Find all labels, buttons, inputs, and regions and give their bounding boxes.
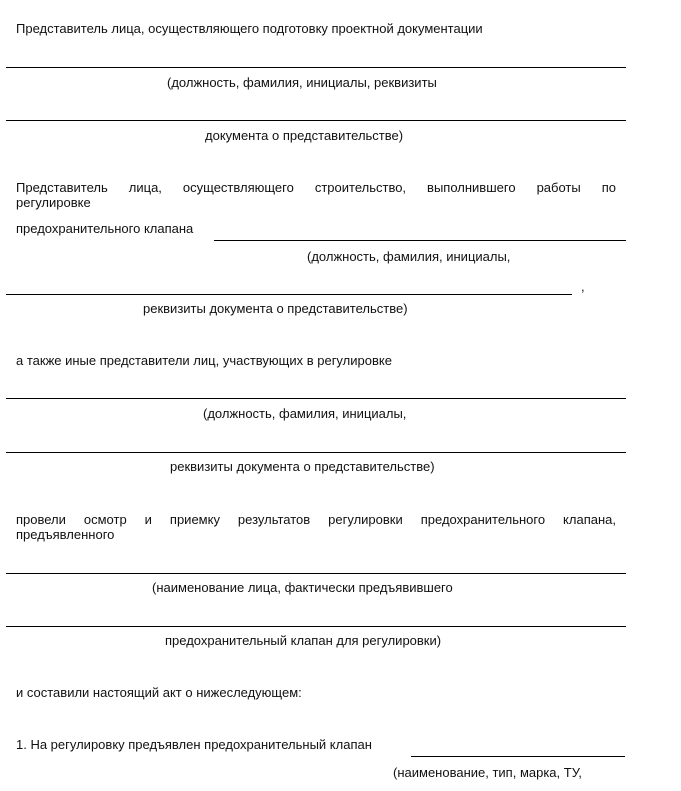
builder-rep-fill-line-1[interactable] xyxy=(214,240,626,241)
builder-rep-comma: , xyxy=(581,279,585,294)
item-1-text: 1. На регулировку предъявлен предохранительный клапан xyxy=(16,737,372,752)
act-statement: и составили настоящий акт о нижеследующем: xyxy=(16,685,302,700)
others-heading: а также иные представители лиц, участвующих в регулировке xyxy=(16,353,392,368)
inspection-fill-line-1[interactable] xyxy=(6,573,626,574)
inspection-caption-1: (наименование лица, фактически предъявившего xyxy=(152,580,453,595)
design-rep-fill-line-2[interactable] xyxy=(6,120,626,121)
others-caption-1: (должность, фамилия, инициалы, xyxy=(203,406,407,421)
builder-rep-fill-line-2[interactable] xyxy=(6,294,572,295)
builder-rep-caption-1: (должность, фамилия, инициалы, xyxy=(307,249,511,264)
item-1-caption: (наименование, тип, марка, ТУ, xyxy=(393,765,582,780)
inspection-text-line-2: предъявленного xyxy=(16,527,115,542)
inspection-caption-2: предохранительный клапан для регулировки) xyxy=(165,633,442,648)
design-rep-heading: Представитель лица, осуществляющего подготовку проектной документации xyxy=(16,21,483,36)
builder-rep-field-label: предохранительного клапана xyxy=(16,221,194,236)
others-caption-2: реквизиты документа о представительстве) xyxy=(170,459,435,474)
others-fill-line-1[interactable] xyxy=(6,398,626,399)
design-rep-fill-line-1[interactable] xyxy=(6,67,626,68)
design-rep-caption-1: (должность, фамилия, инициалы, реквизиты xyxy=(167,75,437,90)
item-1-fill-line[interactable] xyxy=(411,756,625,757)
inspection-text-line-1: провели осмотр и приемку результатов регулировки предохранительного клапана, xyxy=(16,512,616,527)
design-rep-caption-2: документа о представительстве) xyxy=(205,128,404,143)
builder-rep-caption-2: реквизиты документа о представительстве) xyxy=(143,301,408,316)
others-fill-line-2[interactable] xyxy=(6,452,626,453)
inspection-fill-line-2[interactable] xyxy=(6,626,626,627)
builder-rep-heading-line-2: регулировке xyxy=(16,195,91,210)
builder-rep-heading-line-1: Представитель лица, осуществляющего строительство, выполнившего работы по xyxy=(16,180,616,195)
